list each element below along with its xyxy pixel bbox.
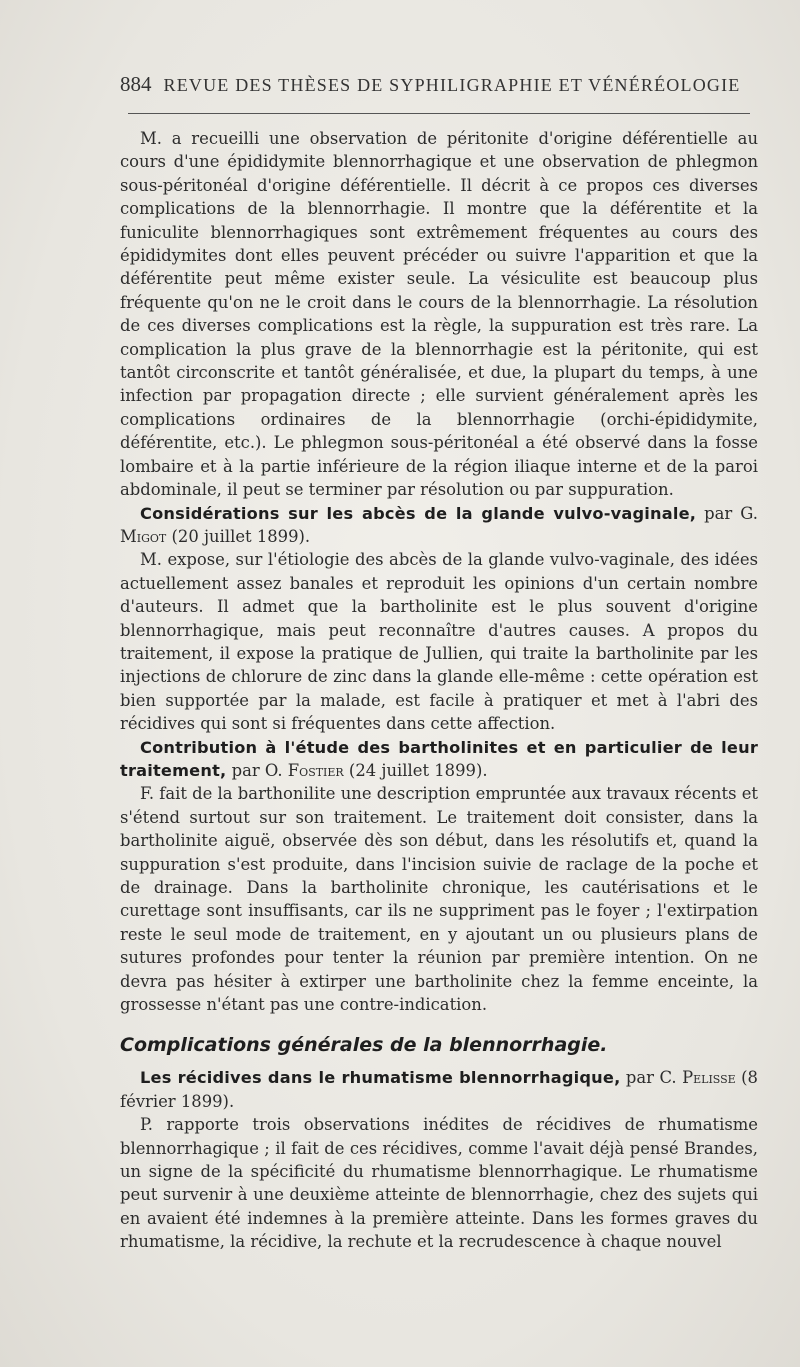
thesis-author: Migot bbox=[120, 526, 167, 546]
page-number: 884 bbox=[120, 72, 152, 96]
thesis-author: Fostier bbox=[287, 760, 344, 780]
running-title: REVUE DES THÈSES DE SYPHILIGRAPHIE ET VÉNÉRÉOLOGIE bbox=[163, 75, 741, 95]
thesis-title: Considérations sur les abcès de la glande vulvo-vaginale, bbox=[140, 503, 697, 523]
paragraph: M. a recueilli une observation de péritonite d'origine déférentielle au cours d'une épididymite blennorrhagique et une observation de phlegmon sous-péritonéal d'origine déférentielle. Il décrit à ce propos ces diverses complications de la blennorrhagie. Il montre que la déférentite et la funiculite blennorrhagiques sont extrêmement fréquentes au cours des épididymites dont elles peuvent précéder ou suivre l'apparition et que la déférentite peut même exister seule. La vésiculite est beaucoup plus fréquente qu'on ne le croit dans le cours de la blennorrhagie. La résolution de ces diverses complications est la règle, la suppuration est très rare. La complication la plus grave de la blennorrhagie est la péritonite, qui est tantôt circonscrite et tantôt généralisée, et due, la plupart du temps, à une infection par propagation directe ; elle survient généralement après les complications ordinaires de la blennorrhagie (orchi-épididymite, déférentite, etc.). Le phlegmon sous-péritonéal a été observé dans la fosse lombaire et à la partie inférieure de la région iliaque interne et de la paroi abdominale, il peut se terminer par résolution ou par suppuration. bbox=[120, 129, 758, 500]
thesis-entry-title bbox=[120, 736, 758, 783]
thesis-title: Contribution à l'étude des bartholinites et en particulier de leur traitement, bbox=[120, 737, 758, 780]
section-heading: Complications générales de la blennorrhagie. bbox=[120, 1034, 608, 1057]
thesis-date: (8 février 1899). bbox=[120, 1068, 758, 1111]
thesis-by: par C. bbox=[620, 1068, 683, 1088]
thesis-entry-title bbox=[120, 1066, 758, 1113]
thesis-date: (20 juillet 1899). bbox=[166, 526, 311, 546]
paragraph: P. rapporte trois observations inédites de récidives de rhumatisme blennorrhagique ; il fait de ces récidives, comme l'avait déjà pensé Brandes, un signe de la spécificité du rhumatisme blennorrhagique. Le rhumatisme peut survenir à une deuxième atteinte de blennorrhagie, chez des sujets qui en avaient été indemnes à la première atteinte. Dans les formes graves du rhumatisme, la récidive, la rechute et la recrudescence à chaque nouvel bbox=[120, 1115, 758, 1252]
paragraph: M. expose, sur l'étiologie des abcès de la glande vulvo-vaginale, des idées actuellement assez banales et reproduit les opinions d'un certain nombre d'auteurs. Il admet que la bartholinite est le plus souvent d'origine blennorrhagique, mais peut reconnaître d'autres causes. A propos du traitement, il expose la pratique de Jullien, qui traite la bartholinite par les injections de chlorure de zinc dans la glande elle-même : cette opération est bien supportée par la malade, est facile à pratiquer et met à l'abri des récidives qui sont si fréquentes dans cette affection. bbox=[120, 550, 758, 734]
body-text bbox=[120, 127, 758, 1254]
running-header bbox=[120, 72, 760, 97]
thesis-by: par O. bbox=[226, 760, 288, 780]
thesis-entry-title bbox=[120, 502, 758, 549]
header-rule bbox=[128, 113, 750, 114]
paragraph: F. fait de la barthonilite une description empruntée aux travaux récents et s'étend surtout sur son traitement. Le traitement doit consister, dans la bartholinite aiguë, observée dès son début, dans les résolutifs et, quand la suppuration s'est produite, dans l'incision suivie de raclage de la poche et de drainage. Dans la bartholinite chronique, les cautérisations et le curettage sont insuffisants, car ils ne suppriment pas le foyer ; l'extirpation reste le seul mode de traitement, en y ajoutant un ou plusieurs plans de sutures profondes pour tenter la réunion par première intention. On ne devra pas hésiter à extirper une bartholinite chez la femme enceinte, la grossesse n'étant pas une contre-indication. bbox=[120, 784, 758, 1015]
thesis-author: Pelisse bbox=[682, 1068, 736, 1088]
thesis-date: (24 juillet 1899). bbox=[343, 760, 488, 780]
thesis-title: Les récidives dans le rhumatisme blennorrhagique, bbox=[140, 1068, 621, 1088]
thesis-by: par G. bbox=[696, 503, 758, 523]
